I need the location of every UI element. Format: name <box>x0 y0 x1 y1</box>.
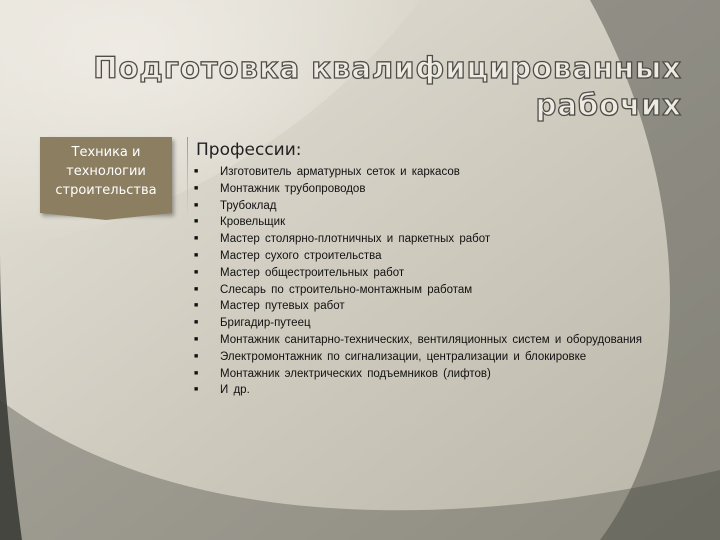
profession-text: Мастер общестроительных работ <box>220 266 405 279</box>
professions-list <box>192 164 692 399</box>
category-label <box>40 143 172 200</box>
profession-text: Бригадир-путеец <box>220 317 311 330</box>
list-item <box>192 298 692 315</box>
profession-text: Монтажник трубопроводов <box>220 182 366 195</box>
profession-text: Мастер сухого строительства <box>220 249 382 262</box>
list-item <box>192 248 692 265</box>
bullet-icon: ■ <box>194 268 199 276</box>
bullet-icon: ■ <box>194 201 199 209</box>
bullet-icon: ■ <box>194 352 199 360</box>
list-item <box>192 214 692 231</box>
profession-text: Изготовитель арматурных сеток и каркасов <box>220 166 460 178</box>
list-item <box>192 315 692 332</box>
profession-text: Кровельщик <box>220 216 286 229</box>
bullet-icon: ■ <box>194 168 199 175</box>
list-item <box>192 198 692 215</box>
list-item <box>192 265 692 282</box>
profession-text: Мастер путевых работ <box>220 300 345 313</box>
vertical-divider <box>187 137 188 217</box>
bullet-icon: ■ <box>194 251 199 259</box>
bullet-icon: ■ <box>194 319 199 327</box>
profession-text: Слесарь по строительно-монтажным работам <box>220 283 473 296</box>
profession-text: Трубоклад <box>220 199 277 212</box>
bullet-icon: ■ <box>194 184 199 192</box>
bullet-icon: ■ <box>194 302 199 310</box>
profession-text: Монтажник электрических подъемников (лифтов) <box>220 367 491 380</box>
list-item <box>192 282 692 299</box>
category-line-3: строительства <box>55 183 157 198</box>
list-item <box>192 181 692 198</box>
list-item <box>192 164 692 181</box>
bullet-icon: ■ <box>194 235 199 243</box>
bullet-icon: ■ <box>194 218 199 226</box>
section-heading: Профессии: <box>196 140 302 160</box>
profession-text: Мастер столярно-плотничных и паркетных работ <box>220 233 491 246</box>
list-item <box>192 366 692 383</box>
list-item <box>192 382 692 399</box>
bullet-icon: ■ <box>194 386 199 394</box>
profession-text: Электромонтажник по сигнализации, централизации и блокировке <box>220 350 587 363</box>
slide-title: Подготовка квалифицированных рабочих <box>93 51 682 122</box>
list-item <box>192 349 692 366</box>
bullet-icon: ■ <box>194 335 199 343</box>
profession-text: И др. <box>220 384 250 397</box>
bullet-icon: ■ <box>194 285 199 293</box>
bullet-icon: ■ <box>194 369 199 377</box>
profession-text: Монтажник санитарно-технических, вентиляционных систем и оборудования <box>220 333 642 346</box>
category-line-1: Техника и <box>71 145 141 160</box>
category-box <box>40 137 172 213</box>
list-item <box>192 231 692 248</box>
list-item <box>192 332 692 349</box>
category-line-2: технологии <box>66 164 146 179</box>
